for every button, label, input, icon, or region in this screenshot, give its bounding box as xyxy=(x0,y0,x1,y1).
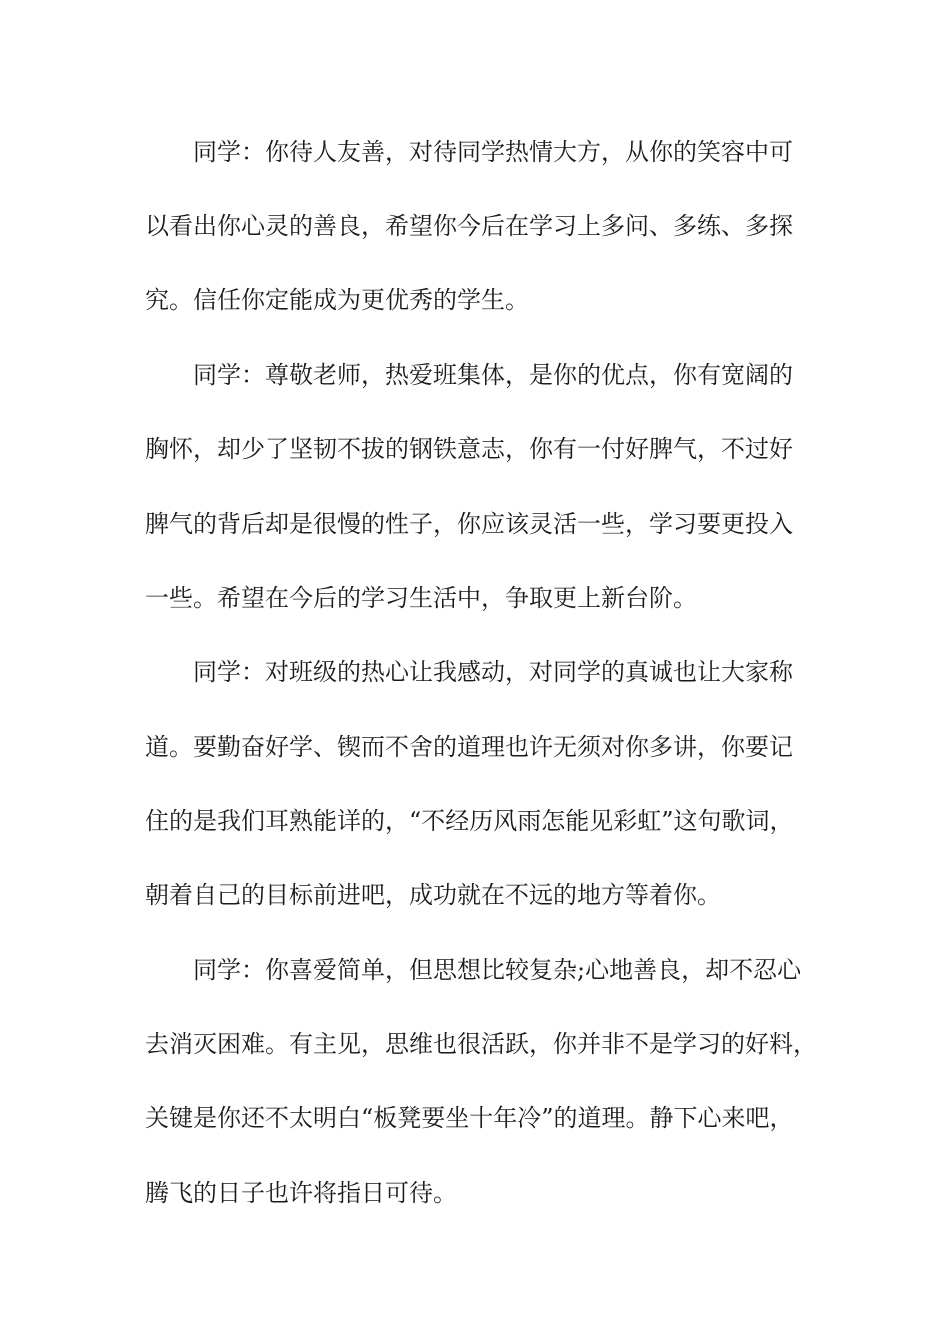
text-line: 胸怀，却少了坚韧不拔的钢铁意志，你有一付好脾气，不过好 xyxy=(145,435,793,463)
text-line: 同学：尊敬老师，热爱班集体，是你的优点，你有宽阔的 xyxy=(193,361,793,389)
text-line: 同学：对班级的热心让我感动，对同学的真诚也让大家称 xyxy=(193,658,793,686)
text-line: 腾飞的日子也许将指日可待。 xyxy=(145,1179,457,1207)
text-line: 同学：你待人友善，对待同学热情大方，从你的笑容中可 xyxy=(193,138,793,166)
text-line: 关键是你还不太明白“板凳要坐十年冷”的道理。静下心来吧， xyxy=(145,1104,794,1132)
text-line: 同学：你喜爱简单，但思想比较复杂;心地善良，却不忍心 xyxy=(193,956,802,984)
text-line: 一些。希望在今后的学习生活中，争取更上新台阶。 xyxy=(145,584,697,612)
text-line: 道。要勤奋好学、锲而不舍的道理也许无须对你多讲，你要记 xyxy=(145,733,793,761)
text-line: 去消灭困难。有主见，思维也很活跃，你并非不是学习的好料， xyxy=(145,1030,817,1058)
text-line: 朝着自己的目标前进吧，成功就在不远的地方等着你。 xyxy=(145,881,721,909)
text-line: 以看出你心灵的善良，希望你今后在学习上多问、多练、多探 xyxy=(145,212,793,240)
text-line: 住的是我们耳熟能详的，“不经历风雨怎能见彩虹”这句歌词， xyxy=(145,807,794,835)
text-line: 脾气的背后却是很慢的性子，你应该灵活一些，学习要更投入 xyxy=(145,510,793,538)
text-line: 究。信任你定能成为更优秀的学生。 xyxy=(145,286,529,314)
